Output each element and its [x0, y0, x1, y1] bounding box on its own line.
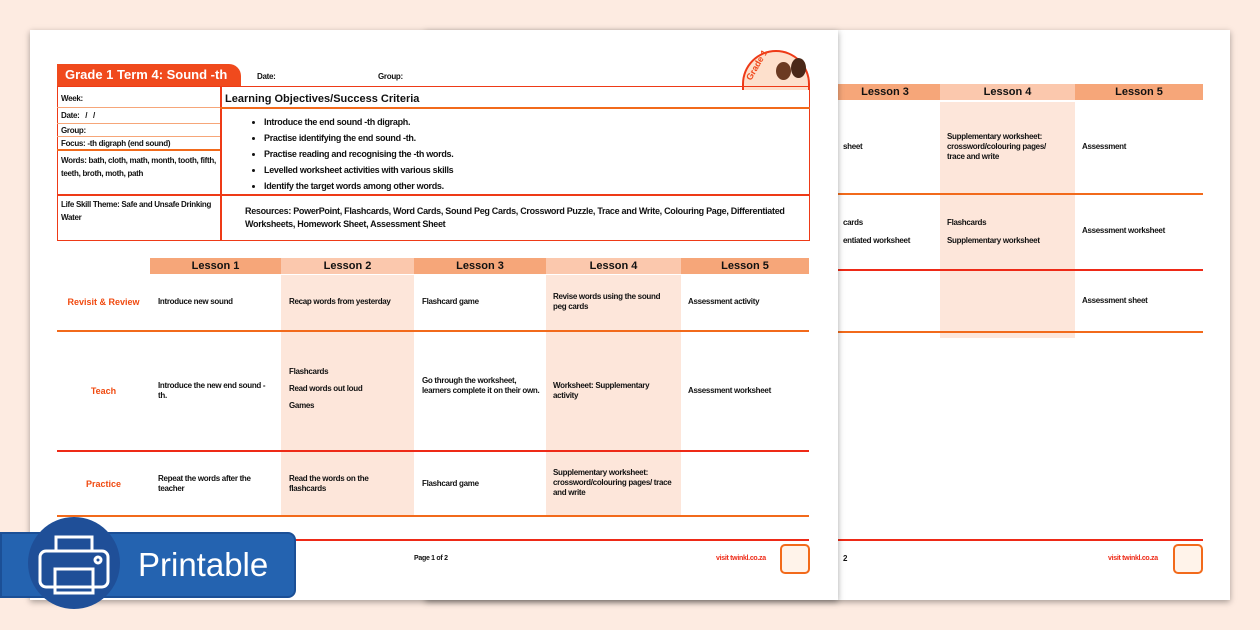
row-label-revisit: Revisit & Review — [67, 297, 140, 307]
table-cell: Introduce new sound — [158, 297, 233, 306]
table-header: Lesson 4 — [546, 258, 681, 274]
footer-site: visit twinkl.co.za — [1108, 555, 1158, 562]
table-cell: Assessment sheet — [1082, 296, 1148, 305]
table-cell: Flashcards Read words out loud Games — [289, 367, 363, 410]
table-cell: sheet — [843, 142, 863, 151]
table-cell: Supplementary worksheet: crossword/colouring pages/ trace and write — [947, 132, 1046, 161]
life-skill-field: Life Skill Theme: Safe and Unsafe Drinking Water — [61, 200, 212, 222]
table-cell: Flashcard game — [422, 297, 479, 306]
words-field: Words: bath, cloth, math, month, tooth, fifth, teeth, broth, moth, path — [61, 156, 216, 178]
page-number: 2 — [843, 554, 848, 563]
table-cell: Worksheet: Supplementary activity — [553, 381, 650, 400]
objective-item: • Practise reading and recognising the -th words. — [264, 146, 453, 162]
objective-item: • Practise identifying the end sound -th. — [264, 130, 453, 146]
table-cell: Assessment activity — [688, 297, 760, 306]
footer-site: visit twinkl.co.za — [716, 555, 766, 562]
grade-badge-text: Grade 1 — [744, 47, 770, 83]
table-cell: Go through the worksheet, learners complete it on their own. — [422, 376, 540, 395]
table-cell: cards entiated worksheet — [843, 218, 911, 245]
table-header: Lesson 4 — [940, 84, 1075, 100]
date-field: Date: / / — [61, 111, 95, 120]
printer-icon — [28, 517, 120, 609]
page-title: Grade 1 Term 4: Sound -th — [57, 64, 241, 86]
objectives-list — [252, 114, 453, 194]
table-cell: Revise words using the sound peg cards — [553, 292, 661, 311]
table-header: Lesson 2 — [281, 258, 414, 274]
table-header: Lesson 3 — [414, 258, 546, 274]
twinkl-logo-icon — [780, 544, 810, 574]
row-label-practice: Practice — [85, 479, 122, 489]
table-cell: Supplementary worksheet: crossword/colouring pages/ trace and write — [553, 468, 672, 497]
table-cell: Assessment worksheet — [688, 386, 771, 395]
table-cell: Assessment — [1082, 142, 1127, 151]
objective-item: • Introduce the end sound -th digraph. — [264, 114, 453, 130]
table-header: Lesson 5 — [681, 258, 809, 274]
table-header: Lesson 5 — [1075, 84, 1203, 100]
group-label: Group: — [378, 72, 403, 81]
table-header: Lesson 3 — [830, 84, 940, 100]
table-cell: Flashcards Supplementary worksheet — [947, 218, 1040, 245]
date-label: Date: — [257, 72, 276, 81]
objective-item: • Levelled worksheet activities with various skills — [264, 162, 453, 178]
page-number: Page 1 of 2 — [414, 555, 448, 562]
resources-text: Resources: PowerPoint, Flashcards, Word Cards, Sound Peg Cards, Crossword Puzzle, Trace and Write, Colouring Page, Differentiated Worksheets, Homework Sheet, Assessment Sheet — [245, 206, 785, 229]
table-cell: Recap words from yesterday — [289, 297, 391, 306]
grade-badge-illustration — [742, 47, 810, 90]
table-cell: Introduce the new end sound -th. — [158, 381, 266, 400]
table-cell: Flashcard game — [422, 479, 479, 488]
table-cell: Repeat the words after the teacher — [158, 474, 251, 493]
objective-item: • Identify the target words among other words. — [264, 178, 453, 194]
printable-label: Printable — [138, 546, 269, 583]
table-header: Lesson 1 — [150, 258, 281, 274]
twinkl-logo-icon — [1173, 544, 1203, 574]
table-cell: Read the words on the flashcards — [289, 474, 369, 493]
group-field: Group: — [61, 126, 86, 135]
page-1-preview — [30, 30, 838, 600]
row-label-teach: Teach — [90, 386, 117, 396]
week-field: Week: — [61, 94, 83, 103]
table-cell: Assessment worksheet — [1082, 226, 1165, 235]
focus-field: Focus: -th digraph (end sound) — [61, 139, 171, 148]
objectives-title: Learning Objectives/Success Criteria — [225, 93, 420, 105]
